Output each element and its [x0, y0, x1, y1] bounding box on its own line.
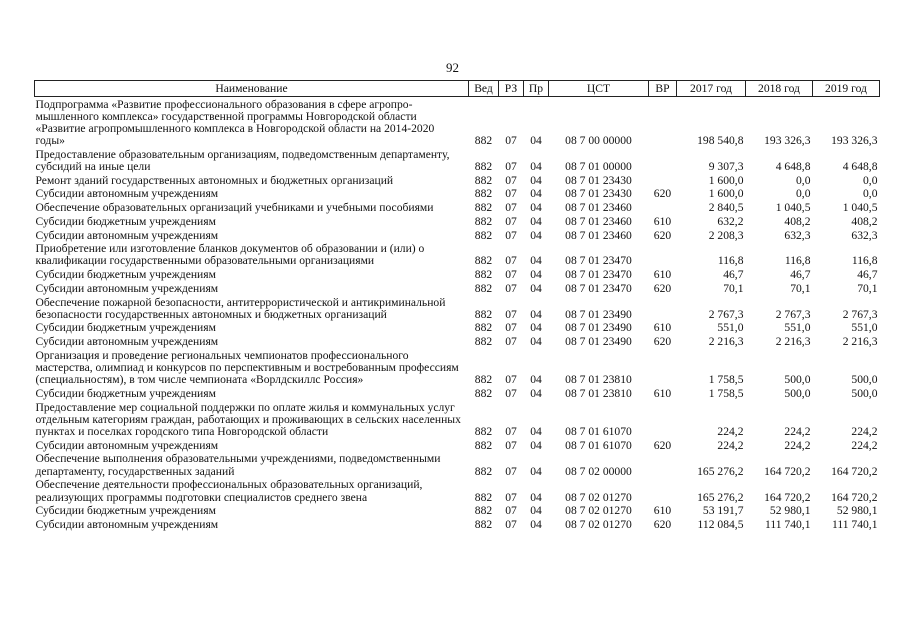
cell-2019: 4 648,8: [842, 160, 878, 174]
cell-name: Ремонт зданий государственных автономных и бюджетных организаций: [35, 173, 394, 187]
cell-rz: 07: [505, 254, 517, 268]
cell-ved: 882: [474, 504, 493, 518]
cell-2019: 164 720,2: [831, 464, 878, 478]
cell-pr: 04: [530, 335, 542, 349]
cell-2019: 46,7: [857, 268, 878, 282]
cell-name: Обеспечение деятельности профессиональных образовательных организаций, реализующих программы подготовки специалистов среднего звена: [35, 478, 423, 504]
cell-2017: 165 276,2: [697, 490, 744, 504]
cell-2018: 46,7: [790, 268, 811, 282]
cell-cst: 08 7 01 23810: [565, 386, 632, 400]
table-row: [35, 478, 880, 504]
cell-ved: 882: [474, 281, 493, 295]
table-row: [35, 268, 880, 282]
cell-ved: 882: [474, 187, 493, 201]
cell-pr: 04: [530, 504, 542, 518]
cell-cst: 08 7 01 23490: [565, 335, 632, 349]
cell-ved: 882: [474, 490, 493, 504]
cell-2019: 632,3: [851, 228, 878, 242]
col-header-vr: ВР: [649, 81, 677, 97]
cell-rz: 07: [505, 281, 517, 295]
cell-2019: 2 216,3: [842, 335, 878, 349]
table-row: [35, 201, 880, 215]
cell-2019: 2 767,3: [842, 307, 878, 321]
cell-vr: [649, 478, 677, 504]
cell-rz: 07: [505, 214, 517, 228]
table-row: [35, 281, 880, 295]
table-row: [35, 452, 880, 478]
table-row: [35, 386, 880, 400]
cell-name: Субсидии бюджетным учреждениям: [35, 386, 216, 400]
cell-ved: 882: [474, 228, 493, 242]
cell-name: Подпрограмма «Развитие профессионального образования в сфере агропромышленного комплекса» государственной программы Новгородской области «Развитие агропромышленного комплекса в Новгородской области на 2014-2020 годы»: [35, 97, 435, 148]
col-header-2019: 2019 год: [813, 81, 880, 97]
cell-vr: [649, 173, 677, 187]
cell-2017: 2 840,5: [708, 201, 744, 215]
col-header-name: Наименование: [35, 81, 469, 97]
cell-2019: 116,8: [851, 254, 878, 268]
cell-2018: 2 767,3: [775, 307, 811, 321]
cell-name: Субсидии автономным учреждениям: [35, 281, 219, 295]
cell-pr: 04: [530, 268, 542, 282]
cell-2019: 70,1: [857, 281, 878, 295]
cell-cst: 08 7 01 23430: [565, 173, 632, 187]
cell-ved: 882: [474, 268, 493, 282]
cell-2017: 551,0: [717, 321, 744, 335]
cell-rz: 07: [505, 464, 517, 478]
cell-cst: 08 7 01 23490: [565, 321, 632, 335]
cell-vr: 620: [653, 335, 672, 349]
table-row: [35, 187, 880, 201]
cell-vr: 620: [653, 438, 672, 452]
cell-vr: 620: [653, 228, 672, 242]
cell-name: Субсидии автономным учреждениям: [35, 228, 219, 242]
col-header-ved: Вед: [469, 81, 499, 97]
cell-cst: 08 7 01 23430: [565, 187, 632, 201]
cell-rz: 07: [505, 373, 517, 387]
table-row: [35, 295, 880, 321]
cell-cst: 08 7 01 23460: [565, 201, 632, 215]
cell-2019: 224,2: [851, 425, 878, 439]
cell-pr: 04: [530, 160, 542, 174]
cell-2019: 1 040,5: [842, 201, 878, 215]
cell-2018: 2 216,3: [775, 335, 811, 349]
cell-2018: 164 720,2: [764, 464, 811, 478]
cell-2019: 164 720,2: [831, 490, 878, 504]
cell-2018: 116,8: [784, 254, 811, 268]
cell-2019: 111 740,1: [831, 518, 878, 531]
cell-ved: 882: [474, 201, 493, 215]
cell-cst: 08 7 00 00000: [565, 134, 632, 148]
cell-2017: 224,2: [717, 425, 744, 439]
cell-name: Субсидии бюджетным учреждениям: [35, 214, 216, 228]
cell-pr: 04: [530, 438, 542, 452]
table-row: [35, 321, 880, 335]
cell-2017: 1 758,5: [708, 373, 744, 387]
cell-rz: 07: [505, 307, 517, 321]
cell-name: Субсидии автономным учреждениям: [35, 438, 219, 452]
cell-2019: 193 326,3: [831, 134, 878, 148]
table-row: [35, 504, 880, 518]
cell-pr: 04: [530, 386, 542, 400]
cell-2017: 2 208,3: [708, 228, 744, 242]
cell-rz: 07: [505, 425, 517, 439]
table-row: [35, 438, 880, 452]
cell-vr: 620: [653, 281, 672, 295]
cell-cst: 08 7 01 23470: [565, 254, 632, 268]
cell-2018: 0,0: [796, 187, 811, 201]
col-header-2018: 2018 год: [746, 81, 813, 97]
cell-name: Предоставление мер социальной поддержки по оплате жилья и коммунальных услуг отдельным категориям граждан, работающих и проживающих в сельских населенных пунктах и поселках городского типа Новгородской области: [35, 400, 461, 439]
cell-2017: 198 540,8: [697, 134, 744, 148]
cell-rz: 07: [505, 228, 517, 242]
cell-name: Обеспечение выполнения образовательными учреждениями, подведомственными департаменту, государственных заданий: [35, 452, 441, 478]
cell-cst: 08 7 01 61070: [565, 438, 632, 452]
cell-pr: 04: [530, 228, 542, 242]
cell-pr: 04: [530, 201, 542, 215]
cell-2018: 1 040,5: [775, 201, 811, 215]
table-row: [35, 400, 880, 438]
page-number: 92: [446, 60, 459, 75]
cell-2018: 408,2: [784, 214, 811, 228]
cell-2017: 116,8: [717, 254, 744, 268]
table-row: [35, 97, 880, 148]
cell-rz: 07: [505, 268, 517, 282]
cell-2018: 632,3: [784, 228, 811, 242]
cell-vr: [649, 348, 677, 386]
cell-rz: 07: [505, 504, 517, 518]
cell-pr: 04: [530, 307, 542, 321]
cell-vr: [649, 147, 677, 173]
cell-vr: [649, 97, 677, 148]
cell-cst: 08 7 01 23460: [565, 214, 632, 228]
cell-2017: 2 216,3: [708, 335, 744, 349]
cell-rz: 07: [505, 438, 517, 452]
cell-2018: 500,0: [784, 373, 811, 387]
cell-2018: 500,0: [784, 386, 811, 400]
table-row: [35, 348, 880, 386]
cell-ved: 882: [474, 335, 493, 349]
cell-rz: 07: [505, 490, 517, 504]
cell-pr: 04: [530, 254, 542, 268]
table-row: [35, 173, 880, 187]
cell-2019: 0,0: [863, 173, 878, 187]
cell-pr: 04: [530, 490, 542, 504]
cell-vr: [649, 452, 677, 478]
cell-vr: [649, 201, 677, 215]
cell-2018: 224,2: [784, 425, 811, 439]
cell-ved: 882: [474, 518, 493, 531]
cell-cst: 08 7 01 23470: [565, 268, 632, 282]
cell-vr: 610: [653, 268, 672, 282]
cell-cst: 08 7 01 23490: [565, 307, 632, 321]
cell-2017: 46,7: [723, 268, 744, 282]
cell-2018: 0,0: [796, 173, 811, 187]
cell-ved: 882: [474, 373, 493, 387]
cell-cst: 08 7 01 23810: [565, 373, 632, 387]
cell-cst: 08 7 02 01270: [565, 518, 632, 531]
cell-rz: 07: [505, 518, 517, 531]
cell-2019: 52 980,1: [836, 504, 878, 518]
cell-2019: 500,0: [851, 386, 878, 400]
cell-name: Субсидии автономным учреждениям: [35, 335, 219, 349]
cell-pr: 04: [530, 321, 542, 335]
cell-ved: 882: [474, 464, 493, 478]
cell-pr: 04: [530, 281, 542, 295]
cell-pr: 04: [530, 464, 542, 478]
cell-pr: 04: [530, 518, 542, 531]
cell-2019: 551,0: [851, 321, 878, 335]
cell-2018: 70,1: [790, 281, 811, 295]
cell-2017: 112 084,5: [697, 518, 744, 531]
cell-2018: 4 648,8: [775, 160, 811, 174]
cell-vr: [649, 400, 677, 438]
cell-name: Субсидии бюджетным учреждениям: [35, 504, 216, 518]
cell-2019: 500,0: [851, 373, 878, 387]
cell-pr: 04: [530, 187, 542, 201]
cell-vr: 610: [653, 386, 672, 400]
cell-vr: 610: [653, 321, 672, 335]
table-row: [35, 335, 880, 349]
cell-rz: 07: [505, 173, 517, 187]
table-row: [35, 228, 880, 242]
cell-rz: 07: [505, 134, 517, 148]
cell-cst: 08 7 01 61070: [565, 425, 632, 439]
cell-pr: 04: [530, 214, 542, 228]
cell-ved: 882: [474, 307, 493, 321]
table-row: [35, 518, 880, 532]
cell-2017: 165 276,2: [697, 464, 744, 478]
cell-name: Субсидии автономным учреждениям: [35, 518, 219, 531]
col-header-pr: Пр: [524, 81, 549, 97]
cell-ved: 882: [474, 321, 493, 335]
cell-rz: 07: [505, 201, 517, 215]
cell-ved: 882: [474, 438, 493, 452]
cell-vr: 610: [653, 214, 672, 228]
cell-ved: 882: [474, 386, 493, 400]
cell-name: Организация и проведение региональных чемпионатов профессионального мастерства, олимпиад и конкурсов по перспективным и востребованным профессиям (специальностям), в том числе чемпионата «Ворлдскиллс Россия»: [35, 348, 459, 387]
cell-2018: 193 326,3: [764, 134, 811, 148]
cell-cst: 08 7 01 23470: [565, 281, 632, 295]
table-row: [35, 214, 880, 228]
cell-name: Обеспечение образовательных организаций учебниками и учебными пособиями: [35, 201, 434, 215]
cell-pr: 04: [530, 373, 542, 387]
cell-name: Субсидии бюджетным учреждениям: [35, 268, 216, 282]
cell-ved: 882: [474, 173, 493, 187]
col-header-2017: 2017 год: [677, 81, 746, 97]
table-row: [35, 147, 880, 173]
cell-cst: 08 7 02 00000: [565, 464, 632, 478]
cell-2018: 52 980,1: [769, 504, 811, 518]
cell-rz: 07: [505, 386, 517, 400]
cell-2018: 224,2: [784, 438, 811, 452]
table-header-row: [35, 81, 880, 97]
cell-2017: 1 600,0: [708, 187, 744, 201]
cell-2019: 224,2: [851, 438, 878, 452]
cell-cst: 08 7 02 01270: [565, 504, 632, 518]
cell-name: Предоставление образовательным организациям, подведомственным департаменту, субсидий на иные цели: [35, 147, 450, 174]
cell-pr: 04: [530, 173, 542, 187]
cell-ved: 882: [474, 214, 493, 228]
cell-2019: 0,0: [863, 187, 878, 201]
cell-pr: 04: [530, 425, 542, 439]
cell-2018: 111 740,1: [764, 518, 811, 531]
cell-rz: 07: [505, 187, 517, 201]
cell-vr: 610: [653, 504, 672, 518]
cell-vr: 620: [653, 187, 672, 201]
cell-rz: 07: [505, 321, 517, 335]
col-header-cst: ЦСТ: [549, 81, 649, 97]
cell-2017: 2 767,3: [708, 307, 744, 321]
cell-ved: 882: [474, 160, 493, 174]
col-header-rz: РЗ: [499, 81, 524, 97]
cell-2017: 70,1: [723, 281, 744, 295]
cell-ved: 882: [474, 134, 493, 148]
cell-rz: 07: [505, 160, 517, 174]
table-row: [35, 242, 880, 268]
cell-name: Субсидии бюджетным учреждениям: [35, 321, 216, 335]
cell-name: Обеспечение пожарной безопасности, антитеррористической и антикриминальной безопасности государственных автономных и бюджетных организаций: [35, 295, 446, 321]
cell-vr: [649, 242, 677, 268]
cell-pr: 04: [530, 134, 542, 148]
cell-ved: 882: [474, 254, 493, 268]
cell-2018: 551,0: [784, 321, 811, 335]
cell-2017: 632,2: [717, 214, 744, 228]
cell-name: Субсидии автономным учреждениям: [35, 187, 219, 201]
cell-name: Приобретение или изготовление бланков документов об образовании и (или) о квалификации государственными образовательными организациями: [35, 242, 425, 268]
cell-2017: 9 307,3: [708, 160, 744, 174]
cell-ved: 882: [474, 425, 493, 439]
cell-cst: 08 7 01 23460: [565, 228, 632, 242]
cell-2017: 224,2: [717, 438, 744, 452]
budget-table: [34, 80, 880, 531]
cell-vr: [649, 295, 677, 321]
cell-rz: 07: [505, 335, 517, 349]
cell-2017: 1 758,5: [708, 386, 744, 400]
cell-cst: 08 7 01 00000: [565, 160, 632, 174]
cell-2019: 408,2: [851, 214, 878, 228]
cell-2017: 1 600,0: [708, 173, 744, 187]
cell-2018: 164 720,2: [764, 490, 811, 504]
cell-vr: 620: [653, 518, 672, 531]
cell-2017: 53 191,7: [702, 504, 744, 518]
cell-cst: 08 7 02 01270: [565, 490, 632, 504]
